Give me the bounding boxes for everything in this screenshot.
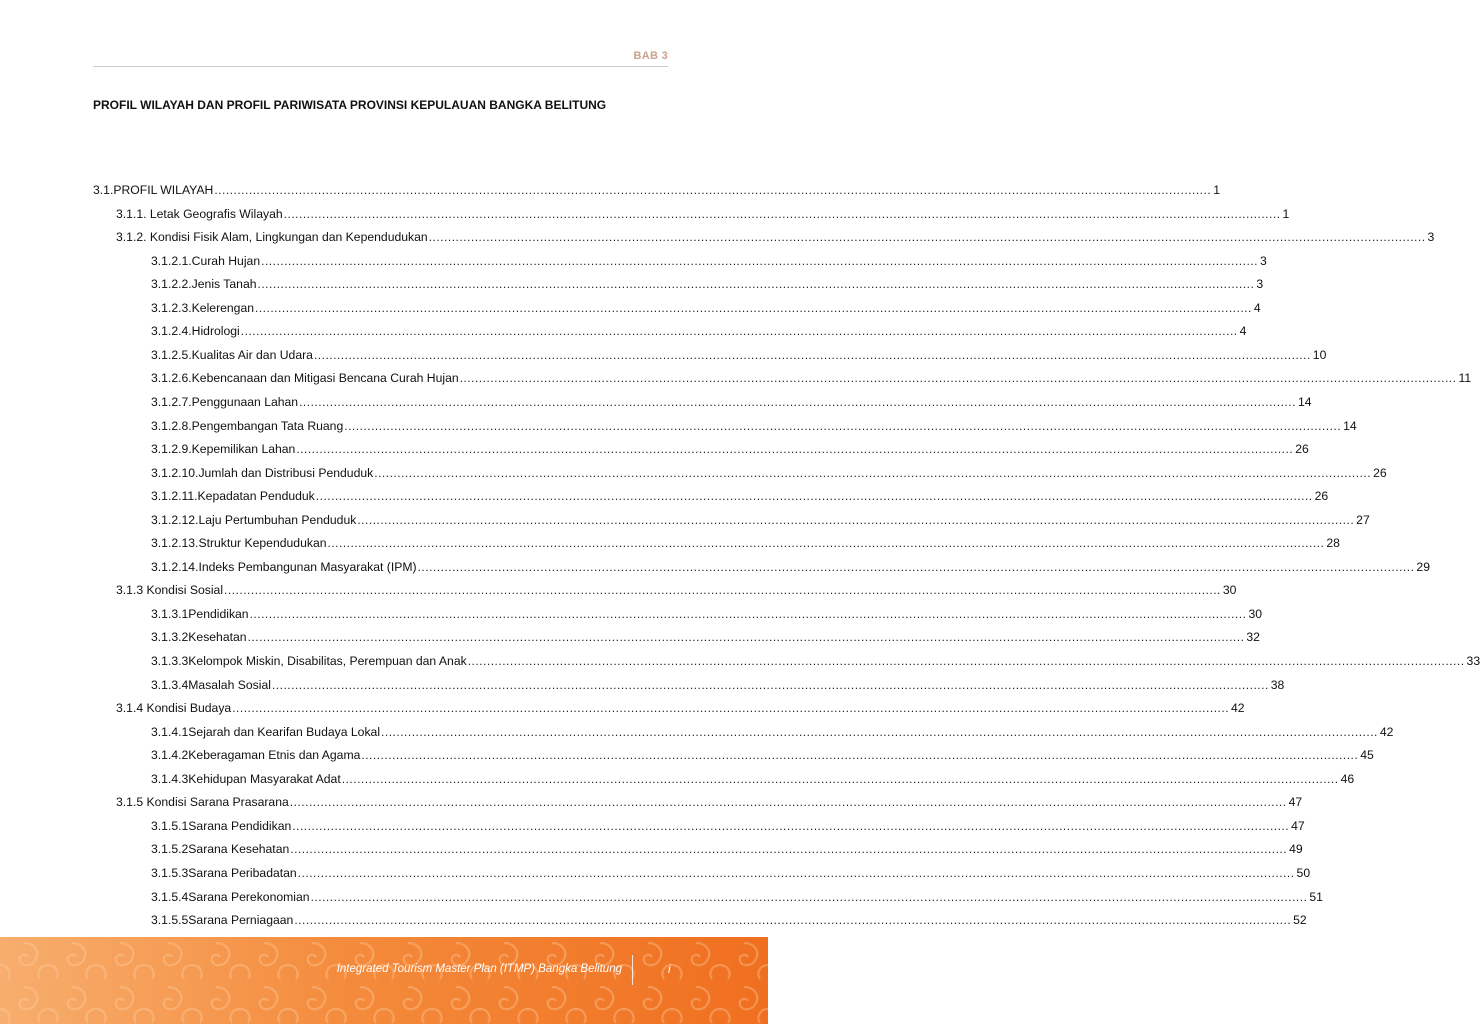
toc-entry[interactable] bbox=[116, 791, 1303, 813]
toc-entry-page: 11 bbox=[1458, 371, 1472, 386]
toc-entry-title: Kualitas Air dan Udara bbox=[191, 347, 313, 362]
toc-entry-number: 3.1.5.4 bbox=[151, 889, 189, 904]
toc-entry-page: 32 bbox=[1246, 630, 1260, 645]
toc-entry-number: 3.1.4.1 bbox=[151, 724, 189, 739]
toc-entry-page: 47 bbox=[1291, 818, 1305, 833]
toc-entry-title: 3.1.1. Letak Geografis Wilayah bbox=[116, 206, 283, 221]
toc-entry-number: 3.1.4.3 bbox=[151, 771, 189, 786]
toc-entry-title: Pengembangan Tata Ruang bbox=[191, 418, 344, 433]
toc-entry-number: 3.1.3.1 bbox=[151, 606, 189, 621]
toc-entry-page: 26 bbox=[1373, 465, 1387, 480]
toc-dot-leader: .................................................................................................................................................................................................................................................................... bbox=[467, 654, 1465, 668]
toc-dot-leader: .................................................................................................................................................................................................................................................................... bbox=[459, 371, 1457, 386]
toc-entry-page: 33 bbox=[1466, 654, 1480, 668]
toc-entry-page: 14 bbox=[1343, 418, 1357, 433]
toc-entry-title: Jenis Tanah bbox=[191, 277, 257, 292]
toc-entry-page: 14 bbox=[1297, 394, 1312, 409]
toc-dot-leader: .................................................................................................................................................................................................................................................................... bbox=[374, 465, 1372, 480]
toc-entry[interactable] bbox=[151, 391, 1312, 413]
toc-entry-title: Jumlah dan Distribusi Penduduk bbox=[198, 465, 374, 480]
toc-dot-leader: .................................................................................................................................................................................................................................................................... bbox=[214, 183, 1212, 197]
toc-entry[interactable] bbox=[151, 603, 1262, 625]
toc-entry[interactable] bbox=[151, 650, 1480, 672]
toc-entry-number: 3.1.2.2. bbox=[151, 277, 192, 292]
toc-entry-number: 3.1.2.4. bbox=[151, 324, 192, 339]
toc-entry-number: 3.1.3.4 bbox=[151, 677, 189, 692]
toc-dot-leader: .................................................................................................................................................................................................................................................................... bbox=[299, 394, 1296, 409]
toc-entry-number: 3.1.2.8. bbox=[151, 418, 192, 433]
toc-entry[interactable] bbox=[151, 297, 1261, 319]
toc-entry-title: Kelompok Miskin, Disabilitas, Perempuan dan Anak bbox=[188, 654, 467, 668]
toc-entry-page: 28 bbox=[1326, 536, 1340, 551]
toc-entry[interactable] bbox=[151, 815, 1305, 837]
toc-entry-page: 42 bbox=[1231, 701, 1245, 716]
toc-dot-leader: .................................................................................................................................................................................................................................................................... bbox=[261, 253, 1258, 268]
toc-entry[interactable] bbox=[151, 626, 1260, 648]
toc-entry-page: 51 bbox=[1309, 889, 1323, 904]
toc-entry-title: Indeks Pembangunan Masyarakat (IPM) bbox=[198, 559, 417, 574]
page-footer bbox=[0, 937, 768, 1024]
toc-entry-number: 3.1.2.5. bbox=[151, 347, 192, 362]
toc-entry-title: Sarana Perniagaan bbox=[188, 913, 294, 928]
toc-entry-page: 45 bbox=[1360, 748, 1374, 763]
toc-entry[interactable] bbox=[116, 226, 1435, 248]
toc-dot-leader: .................................................................................................................................................................................................................................................................... bbox=[289, 795, 1287, 810]
toc-entry[interactable] bbox=[151, 674, 1285, 696]
page-title: PROFIL WILAYAH DAN PROFIL PARIWISATA PROVINSI KEPULAUAN BANGKA BELITUNG bbox=[93, 98, 607, 112]
toc-entry-page: 10 bbox=[1312, 347, 1327, 362]
footer-divider bbox=[632, 955, 633, 985]
toc-entry-page: 1 bbox=[1213, 183, 1220, 197]
toc-entry[interactable] bbox=[151, 721, 1394, 743]
toc-entry-page: 3 bbox=[1259, 253, 1267, 268]
toc-entry-page: 38 bbox=[1270, 677, 1285, 692]
toc-entry-title: Kebencanaan dan Mitigasi Bencana Curah Hujan bbox=[191, 371, 459, 386]
toc-entry-number: 3.1.2.14. bbox=[151, 559, 199, 574]
toc-entry-page: 3 bbox=[1256, 277, 1264, 292]
toc-entry-page: 49 bbox=[1289, 842, 1303, 857]
toc-entry-title: Struktur Kependudukan bbox=[198, 536, 327, 551]
toc-dot-leader: .................................................................................................................................................................................................................................................................... bbox=[224, 583, 1221, 598]
toc-entry-number: 3.1.5.2 bbox=[151, 842, 189, 857]
toc-entry[interactable] bbox=[116, 579, 1237, 601]
page-number: i bbox=[668, 964, 671, 976]
toc-dot-leader: .................................................................................................................................................................................................................................................................... bbox=[344, 418, 1342, 433]
toc-dot-leader: .................................................................................................................................................................................................................................................................... bbox=[297, 865, 1295, 880]
toc-dot-leader: .................................................................................................................................................................................................................................................................... bbox=[283, 206, 1281, 221]
toc-entry[interactable] bbox=[151, 273, 1264, 295]
toc-entry-number: 3.1.5.3 bbox=[151, 865, 189, 880]
toc-entry[interactable] bbox=[151, 886, 1323, 908]
toc-entry-title: Pendidikan bbox=[188, 606, 249, 621]
toc-entry[interactable] bbox=[151, 509, 1370, 531]
toc-entry[interactable] bbox=[151, 344, 1327, 366]
toc-entry-title: 3.1.4 Kondisi Budaya bbox=[116, 701, 232, 716]
toc-entry-title: Masalah Sosial bbox=[188, 677, 271, 692]
toc-entry-page: 27 bbox=[1356, 512, 1370, 527]
toc-dot-leader: .................................................................................................................................................................................................................................................................... bbox=[232, 701, 1230, 716]
toc-entry-title: Sarana Kesehatan bbox=[188, 842, 290, 857]
toc-entry-number: 3.1.2.3. bbox=[151, 300, 192, 315]
toc-entry[interactable] bbox=[93, 179, 1220, 201]
toc-dot-leader: .................................................................................................................................................................................................................................................................... bbox=[341, 771, 1339, 786]
toc-dot-leader: .................................................................................................................................................................................................................................................................... bbox=[257, 277, 1255, 292]
toc-dot-leader: .................................................................................................................................................................................................................................................................... bbox=[247, 630, 1245, 645]
toc-entry-title: Kepadatan Penduduk bbox=[197, 489, 315, 504]
toc-entry-title: Kepemilikan Lahan bbox=[191, 442, 296, 457]
toc-entry-page: 46 bbox=[1340, 771, 1355, 786]
toc-entry[interactable] bbox=[151, 838, 1303, 860]
toc-entry-number: 3.1.3.2 bbox=[151, 630, 189, 645]
toc-dot-leader: .................................................................................................................................................................................................................................................................... bbox=[381, 724, 1378, 739]
toc-entry-title: PROFIL WILAYAH bbox=[113, 183, 214, 197]
batik-pattern-icon bbox=[0, 937, 768, 1024]
header-divider bbox=[93, 66, 668, 67]
toc-entry-number: 3.1.2.7. bbox=[151, 394, 192, 409]
toc-entry[interactable] bbox=[151, 744, 1374, 766]
toc-entry-page: 30 bbox=[1222, 583, 1237, 598]
toc-entry-page: 30 bbox=[1248, 606, 1262, 621]
toc-dot-leader: .................................................................................................................................................................................................................................................................... bbox=[315, 489, 1313, 504]
toc-entry-page: 52 bbox=[1293, 913, 1307, 928]
toc-entry-page: 3 bbox=[1427, 230, 1435, 245]
toc-entry[interactable] bbox=[151, 250, 1267, 272]
toc-dot-leader: .................................................................................................................................................................................................................................................................... bbox=[296, 442, 1294, 457]
toc-entry[interactable] bbox=[151, 862, 1311, 884]
toc-entry-title: Curah Hujan bbox=[191, 253, 261, 268]
toc-dot-leader: .................................................................................................................................................................................................................................................................... bbox=[292, 818, 1290, 833]
toc-dot-leader: .................................................................................................................................................................................................................................................................... bbox=[310, 889, 1308, 904]
toc-entry[interactable] bbox=[151, 909, 1307, 931]
toc-entry-page: 4 bbox=[1253, 300, 1261, 315]
toc-entry-page: 42 bbox=[1379, 724, 1394, 739]
toc-entry-title: Sarana Perekonomian bbox=[188, 889, 310, 904]
footer-document-title: Integrated Tourism Master Plan (ITMP) Bangka Belitung bbox=[336, 963, 622, 975]
toc-dot-leader: .................................................................................................................................................................................................................................................................... bbox=[271, 677, 1269, 692]
chapter-label: BAB 3 bbox=[633, 50, 668, 62]
toc-entry-title: Kesehatan bbox=[188, 630, 247, 645]
toc-entry[interactable] bbox=[151, 768, 1355, 790]
toc-entry-number: 3.1.2.10. bbox=[151, 465, 199, 480]
toc-entry-number: 3.1.5.1 bbox=[151, 818, 189, 833]
toc-dot-leader: .................................................................................................................................................................................................................................................................... bbox=[357, 512, 1355, 527]
toc-entry-number: 3.1.2.12. bbox=[151, 512, 199, 527]
toc-entry-title: 3.1.5 Kondisi Sarana Prasarana bbox=[116, 795, 289, 810]
toc-dot-leader: .................................................................................................................................................................................................................................................................... bbox=[294, 913, 1292, 928]
toc-entry-page: 26 bbox=[1295, 442, 1309, 457]
toc-dot-leader: .................................................................................................................................................................................................................................................................... bbox=[428, 230, 1426, 245]
toc-entry[interactable] bbox=[151, 532, 1340, 554]
toc-entry-number: 3.1.2.11. bbox=[151, 489, 198, 504]
toc-entry-page: 26 bbox=[1314, 489, 1329, 504]
toc-entry-title: Kehidupan Masyarakat Adat bbox=[188, 771, 341, 786]
toc-entry-title: Sarana Peribadatan bbox=[188, 865, 297, 880]
toc-dot-leader: .................................................................................................................................................................................................................................................................... bbox=[313, 347, 1311, 362]
toc-dot-leader: .................................................................................................................................................................................................................................................................... bbox=[255, 300, 1252, 315]
toc-entry-number: 3.1.4.2 bbox=[151, 748, 189, 763]
toc-entry-number: 3.1.2.6. bbox=[151, 371, 192, 386]
toc-entry-title: 3.1.2. Kondisi Fisik Alam, Lingkungan dan Kependudukan bbox=[116, 230, 428, 245]
toc-entry-number: 3.1.2.9. bbox=[151, 442, 192, 457]
toc-entry[interactable] bbox=[151, 462, 1387, 484]
toc-entry[interactable] bbox=[116, 697, 1245, 719]
toc-entry[interactable] bbox=[151, 438, 1309, 460]
toc-entry-title: Hidrologi bbox=[191, 324, 240, 339]
toc-entry[interactable] bbox=[151, 415, 1357, 437]
toc-entry-number: 3.1.3.3 bbox=[151, 654, 189, 668]
toc-entry[interactable] bbox=[151, 556, 1430, 578]
toc-dot-leader: .................................................................................................................................................................................................................................................................... bbox=[290, 842, 1288, 857]
toc-entry-page: 1 bbox=[1282, 206, 1290, 221]
toc-entry-title: Sarana Pendidikan bbox=[188, 818, 292, 833]
toc-entry-page: 4 bbox=[1239, 324, 1247, 339]
toc-entry-page: 50 bbox=[1296, 865, 1311, 880]
toc-entry-page: 47 bbox=[1288, 795, 1303, 810]
toc-entry-title: 3.1.3 Kondisi Sosial bbox=[116, 583, 224, 598]
toc-entry[interactable] bbox=[151, 320, 1247, 342]
toc-dot-leader: .................................................................................................................................................................................................................................................................... bbox=[327, 536, 1325, 551]
toc-dot-leader: .................................................................................................................................................................................................................................................................... bbox=[417, 559, 1415, 574]
toc-entry-number: 3.1.5.5 bbox=[151, 913, 189, 928]
toc-dot-leader: .................................................................................................................................................................................................................................................................... bbox=[240, 324, 1238, 339]
toc-entry-number: 3.1. bbox=[93, 183, 114, 197]
toc-entry-title: Laju Pertumbuhan Penduduk bbox=[198, 512, 357, 527]
toc-entry-number: 3.1.2.13. bbox=[151, 536, 199, 551]
toc-entry-title: Penggunaan Lahan bbox=[191, 394, 299, 409]
toc-entry-title: Keberagaman Etnis dan Agama bbox=[188, 748, 361, 763]
toc-entry[interactable] bbox=[151, 485, 1329, 507]
toc-entry[interactable] bbox=[151, 367, 1472, 389]
toc-dot-leader: .................................................................................................................................................................................................................................................................... bbox=[249, 606, 1247, 621]
toc-dot-leader: .................................................................................................................................................................................................................................................................... bbox=[361, 748, 1359, 763]
toc-entry-title: Sejarah dan Kearifan Budaya Lokal bbox=[188, 724, 381, 739]
toc-entry[interactable] bbox=[116, 203, 1290, 225]
toc-entry-number: 3.1.2.1. bbox=[151, 253, 192, 268]
toc-entry-page: 29 bbox=[1416, 559, 1430, 574]
toc-entry-title: Kelerengan bbox=[191, 300, 255, 315]
